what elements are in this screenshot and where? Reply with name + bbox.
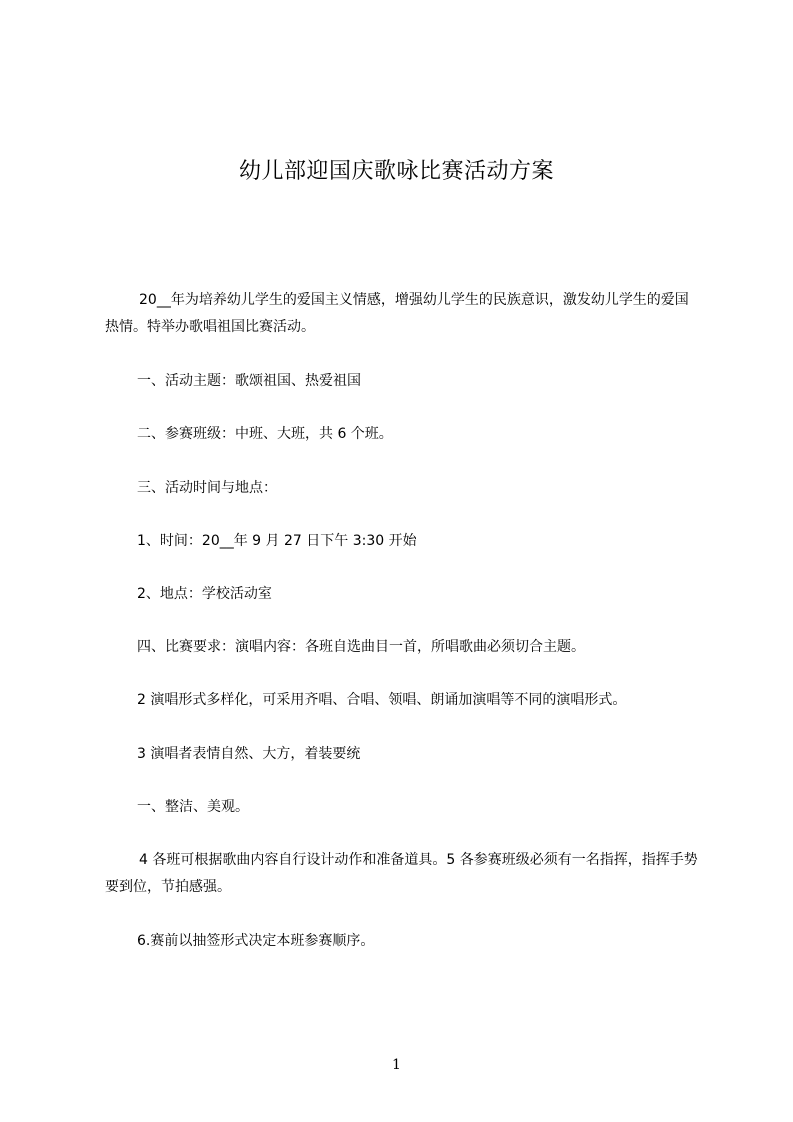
requirement-4-5: 4 各班可根据歌曲内容自行设计动作和准备道具。5 各参赛班级必须有一名指挥，指挥手势要到位，节拍感强。 bbox=[105, 852, 698, 895]
page-number: 1 bbox=[392, 1057, 401, 1073]
item-place: 2、地点：学校活动室 bbox=[137, 586, 272, 602]
section-requirements: 四、比赛要求：演唱内容：各班自选曲目一首，所唱歌曲必须切合主题。 bbox=[137, 639, 585, 655]
requirement-2: 2 演唱形式多样化，可采用齐唱、合唱、领唱、朗诵加演唱等不同的演唱形式。 bbox=[137, 692, 627, 708]
section-classes: 二、参赛班级：中班、大班，共 6 个班。 bbox=[137, 426, 393, 442]
section-theme: 一、活动主题：歌颂祖国、热爱祖国 bbox=[137, 373, 361, 389]
document-title: 幼儿部迎国庆歌咏比赛活动方案 bbox=[238, 158, 554, 184]
section-time-place: 三、活动时间与地点： bbox=[137, 480, 277, 496]
requirement-3-continued: 一、整洁、美观。 bbox=[137, 799, 249, 815]
requirement-3: 3 演唱者表情自然、大方，着装要统 bbox=[137, 746, 361, 762]
requirement-6: 6.赛前以抽签形式决定本班参赛顺序。 bbox=[137, 933, 375, 949]
intro-paragraph: 20__年为培养幼儿学生的爱国主义情感，增强幼儿学生的民族意识，激发幼儿学生的爱国热情。特举办歌唱祖国比赛活动。 bbox=[105, 292, 689, 335]
item-time: 1、时间：20__年 9 月 27 日下午 3:30 开始 bbox=[137, 533, 417, 549]
